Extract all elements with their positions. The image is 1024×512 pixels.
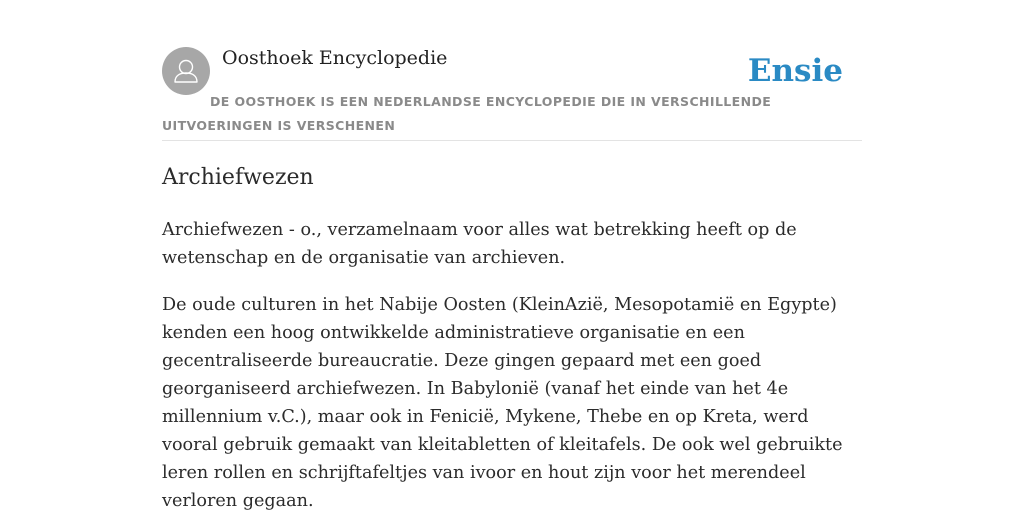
brand-logo-link[interactable]: Ensie xyxy=(747,53,843,89)
article-paragraph: De oude culturen in het Nabije Oosten (KleinAzië, Mesopotamië en Egypte) kenden een hoog ontwikkelde administratieve organisatie en een gecentraliseerde bureaucratie. Deze gingen gepaard met een goed georganiseerd archiefwezen. In Babylonië (vanaf het einde van het 4e millennium v.C.), maar ook in Fenicië, Mykene, Thebe en op Kreta, werd vooral gebruik gemaakt van kleitabletten of kleitafels. De ook wel gebruikte leren rollen en schrijftafeltjes van ivoor en hout zijn voor het merendeel verloren gegaan. xyxy=(162,295,843,511)
user-icon xyxy=(162,47,210,95)
site-tagline: DE OOSTHOEK IS EEN NEDERLANDSE ENCYCLOPEDIE DIE IN VERSCHILLENDE UITVOERINGEN IS VERSCHENEN xyxy=(162,94,772,133)
article xyxy=(162,162,862,512)
article-title: Archiefwezen xyxy=(162,165,314,190)
author-avatar[interactable] xyxy=(162,47,210,95)
site-name-link[interactable]: Oosthoek Encyclopedie xyxy=(222,47,448,69)
article-paragraph: Archiefwezen - o., verzamelnaam voor alles wat betrekking heeft op de wetenschap en de organisatie van archieven. xyxy=(162,220,797,268)
site-header xyxy=(162,46,862,141)
